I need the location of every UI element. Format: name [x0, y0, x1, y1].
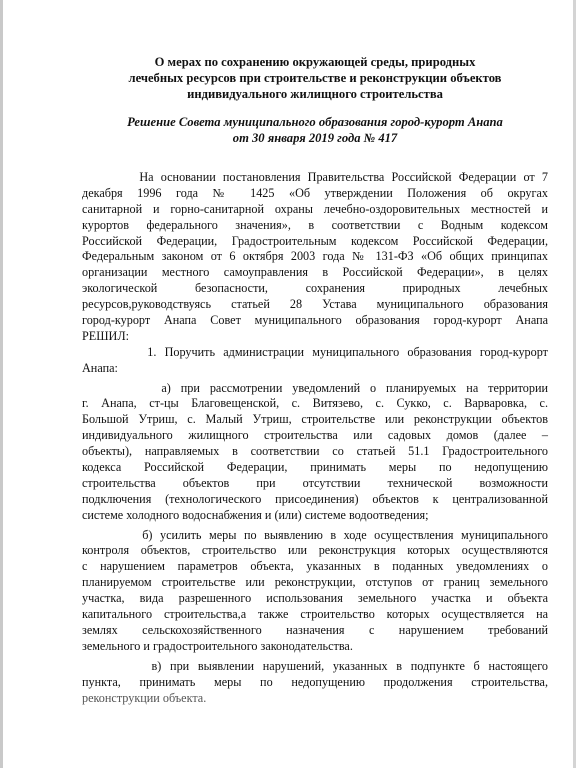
- body-line: а) при рассмотрении уведомлений о планируемых на территории: [82, 380, 548, 395]
- document-page: [82, 54, 548, 706]
- item-1-paragraph: [82, 345, 548, 377]
- preamble-paragraph: [82, 170, 548, 345]
- body-line: участка, вида разрешенного использования земельного участка и объекта: [82, 591, 548, 606]
- body-line: Федеральным законом от 6 октября 2003 года № 131-ФЗ «Об общих принципах: [82, 249, 548, 264]
- body-line: б) усилить меры по выявлению в ходе осуществления муниципального: [82, 527, 548, 542]
- body-line: ресурсов,руководствуясь статьей 28 Устава муниципального образования: [82, 297, 548, 312]
- body-line: организации местного самоуправления в Российской Федерации», в целях: [82, 265, 548, 280]
- body-line: подключения (технологического присоединения) объектов к централизованной: [82, 491, 548, 506]
- body-line: капитального строительства,а также строительство которых осуществляется на: [82, 607, 548, 622]
- body-line: пункта, принимать меры по недопущению продолжения строительства,: [82, 674, 548, 689]
- title-line: лечебных ресурсов при строительстве и реконструкции объектов: [128, 71, 502, 85]
- body-line: контроля объектов, строительство или реконструкция которых осуществляются: [82, 543, 548, 558]
- body-line: РЕШИЛ:: [82, 328, 129, 343]
- body-line: На основании постановления Правительства Российской Федерации от 7: [82, 170, 548, 184]
- item-v-paragraph: [82, 659, 548, 707]
- document-title: [82, 54, 548, 102]
- body-line: землях сельскохозяйственного назначения с нарушением требований: [82, 622, 548, 637]
- title-line: О мерах по сохранению окружающей среды, природных: [154, 55, 476, 69]
- body-line: системе холодного водоснабжения и (или) системе водоотведения;: [82, 507, 429, 522]
- body-line: курортов федерального значения», в соответствии с Водным кодексом: [82, 217, 548, 232]
- body-line: кодекса Российской Федерации, принимать меры по недопущению: [82, 460, 548, 475]
- body-line: город-курорт Анапа Совет муниципального образования город-курорт Анапа: [82, 313, 548, 328]
- body-line: с нарушением параметров объекта, указанных в поданных уведомлениях о: [82, 559, 548, 574]
- body-line: г. Анапа, ст-цы Благовещенской, с. Витязево, с. Сукко, с. Варваровка, с.: [82, 396, 548, 411]
- body-line: реконструкции объекта.: [82, 690, 207, 705]
- body-line: земельного и градостроительного законодательства.: [82, 638, 353, 653]
- body-line: Анапа:: [82, 360, 118, 375]
- body-line: объекты), направляемых в соответствии со статьей 51.1 Градостроительного: [82, 444, 548, 459]
- document-subtitle: [82, 114, 548, 146]
- title-line: индивидуального жилищного строительства: [187, 87, 443, 101]
- subtitle-line: от 30 января 2019 года № 417: [232, 131, 398, 145]
- subtitle-line: Решение Совета муниципального образования город-курорт Анапа: [127, 115, 503, 129]
- item-b-paragraph: [82, 528, 548, 655]
- body-line: строительства объектов при отсутствии технической возможности: [82, 475, 548, 490]
- body-line: в) при выявлении нарушений, указанных в подпункте б настоящего: [82, 658, 548, 673]
- body-line: планируемом строительстве или реконструкции, отступов от границ земельного: [82, 575, 548, 590]
- body-line: Большой Утриш, с. Малый Утриш, строительстве или реконструкции объектов: [82, 412, 548, 427]
- body-line: санитарной и горно-санитарной охраны лечебно-оздоровительных местностей и: [82, 201, 548, 216]
- body-line: экологической безопасности, сохранения природных лечебных: [82, 281, 548, 296]
- body-line: Российской Федерации, Градостроительным кодексом Российской Федерации,: [82, 233, 548, 248]
- document-body: [82, 170, 548, 706]
- body-line: 1. Поручить администрации муниципального образования город-курорт: [82, 344, 548, 359]
- body-line: индивидуального жилищного строительства или садовых домов (далее –: [82, 428, 548, 443]
- page-left-edge: [0, 0, 3, 768]
- body-line: декабря 1996 года № 1425 «Об утверждении Положения об округах: [82, 185, 548, 200]
- item-a-paragraph: [82, 381, 548, 524]
